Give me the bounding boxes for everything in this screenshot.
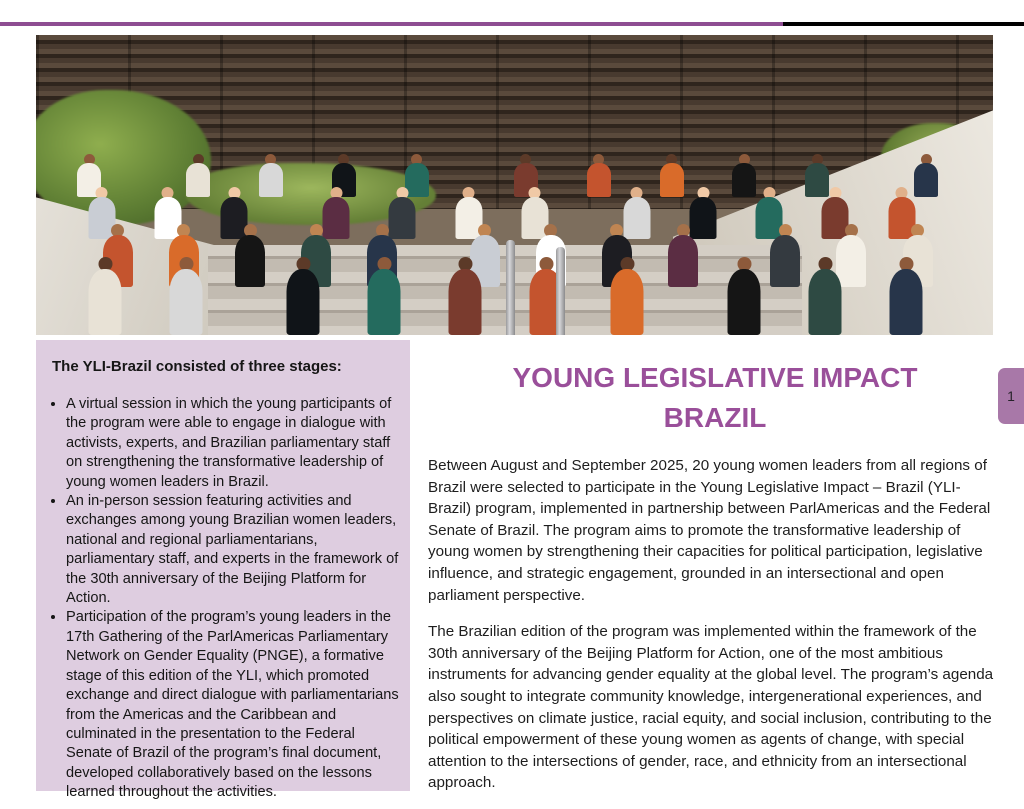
top-rule-black-segment [783,22,1024,26]
sidebar-bullet-item: • An in-person session featuring activities and exchanges among young Brazilian women leaders, national and regional parliamentarians, parliamentary staff, and experts in the framework of the 30th anniversary of the Beijing Platform for Action. [66,492,400,608]
top-rule [0,22,1024,26]
person-silhouette [914,154,938,197]
body-paragraph-2: The Brazilian edition of the program was implemented within the framework of the 30th anniversary of the Beijing Platform for Action, one of the most ambitious instruments for advancing gender equality at the global level. The program’s agenda also sought to integrate community knowledge, intergenerational experiences, and perspectives on climate justice, racial equity, and social inclusion, contributing to the political empowerment of these young women as agents of change, with special attention to the intersections of gender, race, and ethnicity from an intersectional approach. [428,623,994,792]
person-silhouette [368,257,401,335]
person-silhouette [732,154,756,197]
page-title: YOUNG LEGISLATIVE IMPACT BRAZIL [512,362,918,433]
body-paragraph-1: Between August and September 2025, 20 young women leaders from all regions of Brazil were selected to participate in the Young Legislative Impact – Brazil (YLI-Brazil) program, implemented in partnership between ParlAmericas and the Federal Senate of Brazil. The program aims to promote the transformative leadership of young women by strengthening their capacities for political participation, legislative influence, and strategic engagement, grounded in an intersectional and open parliament perspective. [428,457,991,604]
person-silhouette [235,224,265,287]
person-silhouette [449,257,482,335]
page-number: 1 [1007,388,1015,404]
person-silhouette [668,224,698,287]
sidebar-panel [36,340,410,801]
person-silhouette [809,257,842,335]
group-photo [36,35,993,335]
sidebar-heading: The YLI-Brazil consisted of three stages: [52,358,342,375]
person-silhouette [170,257,203,335]
person-silhouette [259,154,283,197]
main-content [428,358,1002,809]
sidebar-bullet-item: • Participation of the program’s young leaders in the 17th Gathering of the ParlAmericas Parliamentary Network on Gender Equality (PNGE), a formative stage of this edition of the YLI, which promoted exchange and direct dialogue with parliamentarians from the Americas and the Caribbean and culminated in the presentation to the Federal Senate of Brazil of the program’s final document, developed collaboratively based on the lessons learned throughout the activities. [66,608,400,802]
person-silhouette [611,257,644,335]
person-silhouette [287,257,320,335]
sidebar-bullet-list [52,395,400,803]
handrail-pole [506,240,515,335]
person-silhouette [728,257,761,335]
person-silhouette [186,154,210,197]
top-rule-purple-segment [0,22,783,26]
handrail-pole [556,247,565,335]
sidebar-bullet-item: • A virtual session in which the young participants of the program were able to engage in dialogue with activists, experts, and Brazilian parliamentary staff on strengthening the transformative leadership of young women leaders in Brazil. [66,395,400,492]
person-silhouette [587,154,611,197]
page-number-tab [998,368,1024,424]
person-silhouette [660,154,684,197]
person-silhouette [890,257,923,335]
person-silhouette [89,257,122,335]
person-silhouette [770,224,800,287]
